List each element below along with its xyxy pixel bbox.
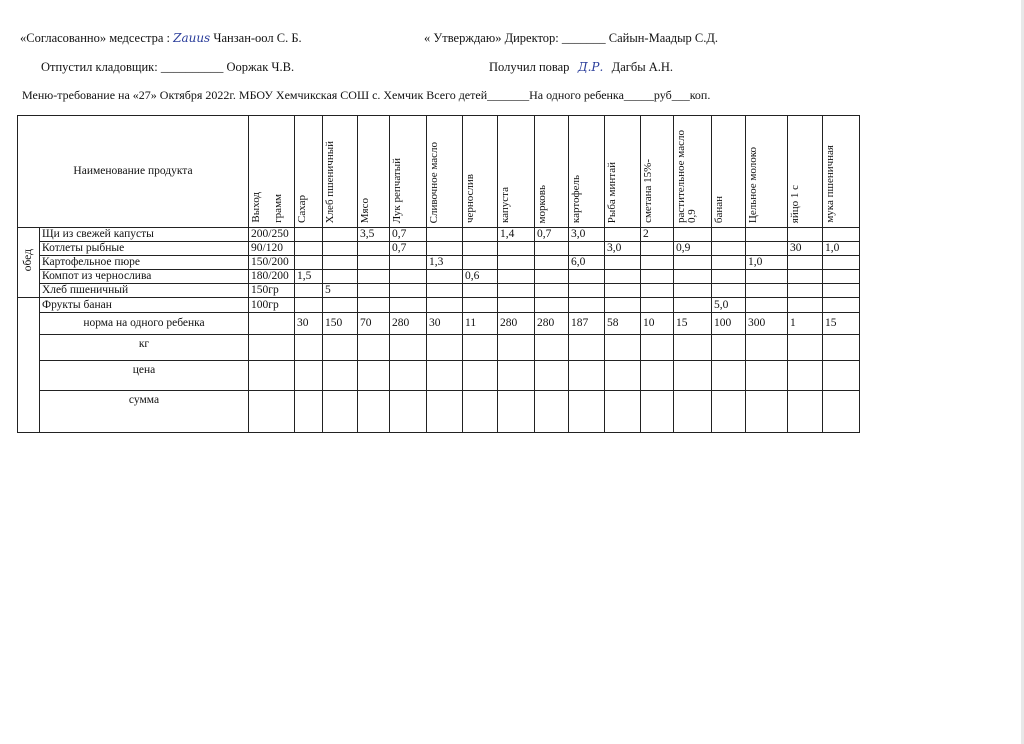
footer-cell bbox=[295, 361, 323, 391]
footer-cell bbox=[463, 335, 498, 361]
footer-cell bbox=[788, 335, 823, 361]
quantity-cell bbox=[788, 256, 823, 270]
footer-cell bbox=[674, 391, 712, 433]
col-header-0: Сахар bbox=[295, 116, 323, 228]
table-row bbox=[18, 256, 860, 270]
norm-cell: 15 bbox=[823, 313, 860, 335]
norm-cell: 70 bbox=[358, 313, 390, 335]
quantity-cell bbox=[295, 242, 323, 256]
menu-title: Меню-требование на «27» Октября 2022г. МБОУ Хемчикская СОШ с. Хемчик Всего детей_______На одного ребенка_____руб___коп. bbox=[22, 88, 711, 102]
quantity-cell bbox=[605, 256, 641, 270]
quantity-cell bbox=[746, 298, 788, 313]
quantity-cell bbox=[823, 284, 860, 298]
quantity-cell bbox=[569, 298, 605, 313]
col-header-8: картофель bbox=[569, 116, 605, 228]
quantity-cell bbox=[746, 242, 788, 256]
nurse-name: Чанзан-оол С. Б. bbox=[213, 31, 302, 45]
footer-label: кг bbox=[40, 335, 249, 361]
norm-cell: 58 bbox=[605, 313, 641, 335]
output-header bbox=[249, 116, 295, 228]
footer-cell bbox=[323, 361, 358, 391]
quantity-cell bbox=[427, 242, 463, 256]
quantity-cell bbox=[569, 270, 605, 284]
footer-cell bbox=[641, 335, 674, 361]
quantity-cell: 0,9 bbox=[674, 242, 712, 256]
footer-cell bbox=[788, 361, 823, 391]
quantity-cell bbox=[823, 298, 860, 313]
footer-label: цена bbox=[40, 361, 249, 391]
quantity-cell bbox=[746, 270, 788, 284]
footer-cell bbox=[712, 361, 746, 391]
director-signature-blank: _______ bbox=[561, 31, 606, 45]
output-header-unit: грамм bbox=[271, 194, 284, 223]
footer-cell bbox=[463, 361, 498, 391]
norm-cell: 10 bbox=[641, 313, 674, 335]
col-header-12: банан bbox=[712, 116, 746, 228]
quantity-cell bbox=[535, 270, 569, 284]
quantity-cell bbox=[295, 284, 323, 298]
dish-name: Котлеты рыбные bbox=[40, 242, 249, 256]
quantity-cell: 1,5 bbox=[295, 270, 323, 284]
quantity-cell bbox=[295, 256, 323, 270]
quantity-cell bbox=[323, 256, 358, 270]
col-header-2: Мясо bbox=[358, 116, 390, 228]
footer-cell bbox=[295, 391, 323, 433]
dish-portion: 100гр bbox=[249, 298, 295, 313]
norm-cell: 30 bbox=[295, 313, 323, 335]
dish-name: Фрукты банан bbox=[40, 298, 249, 313]
footer-cell bbox=[712, 335, 746, 361]
quantity-cell bbox=[788, 228, 823, 242]
norm-label: норма на одного ребенка bbox=[40, 313, 249, 335]
footer-cell bbox=[641, 391, 674, 433]
norm-cell: 1 bbox=[788, 313, 823, 335]
footer-row bbox=[18, 391, 860, 433]
footer-cell bbox=[746, 391, 788, 433]
footer-cell bbox=[463, 391, 498, 433]
footer-cell bbox=[788, 391, 823, 433]
footer-cell bbox=[823, 361, 860, 391]
quantity-cell bbox=[295, 228, 323, 242]
quantity-cell: 0,7 bbox=[535, 228, 569, 242]
quantity-cell bbox=[823, 270, 860, 284]
approve-line bbox=[424, 31, 718, 46]
quantity-cell: 1,4 bbox=[498, 228, 535, 242]
quantity-cell bbox=[641, 242, 674, 256]
quantity-cell bbox=[390, 256, 427, 270]
col-header-4: Сливочное масло bbox=[427, 116, 463, 228]
norm-cell: 280 bbox=[535, 313, 569, 335]
col-header-11: растительное масло 0,9 bbox=[674, 116, 712, 228]
col-header-10: сметана 15%- bbox=[641, 116, 674, 228]
quantity-cell bbox=[498, 284, 535, 298]
quantity-cell: 2 bbox=[641, 228, 674, 242]
footer-cell bbox=[427, 335, 463, 361]
dish-name: Картофельное пюре bbox=[40, 256, 249, 270]
footer-cell bbox=[569, 391, 605, 433]
footer-cell bbox=[535, 335, 569, 361]
quantity-cell bbox=[788, 298, 823, 313]
footer-cell bbox=[323, 335, 358, 361]
quantity-cell: 0,7 bbox=[390, 228, 427, 242]
footer-cell bbox=[358, 361, 390, 391]
output-header-label: Выход bbox=[250, 192, 262, 223]
col-header-3: Лук репчатый bbox=[390, 116, 427, 228]
col-header-14: яйцо 1 с bbox=[788, 116, 823, 228]
quantity-cell bbox=[323, 228, 358, 242]
footer-cell bbox=[390, 361, 427, 391]
approved-label: «Согласованно» медсестра : bbox=[20, 31, 170, 45]
quantity-cell bbox=[498, 270, 535, 284]
footer-cell bbox=[712, 391, 746, 433]
footer-cell bbox=[674, 335, 712, 361]
dish-portion: 150/200 bbox=[249, 256, 295, 270]
quantity-cell bbox=[463, 242, 498, 256]
table-body bbox=[18, 228, 860, 433]
lunch-group-label: обед bbox=[18, 228, 40, 298]
quantity-cell bbox=[358, 242, 390, 256]
approved-line bbox=[20, 31, 302, 46]
quantity-cell bbox=[535, 298, 569, 313]
quantity-cell bbox=[535, 242, 569, 256]
norm-cell: 300 bbox=[746, 313, 788, 335]
quantity-cell bbox=[358, 270, 390, 284]
norm-cell: 187 bbox=[569, 313, 605, 335]
quantity-cell bbox=[323, 270, 358, 284]
footer-cell bbox=[605, 335, 641, 361]
quantity-cell bbox=[641, 256, 674, 270]
quantity-cell bbox=[463, 228, 498, 242]
col-header-7: морковь bbox=[535, 116, 569, 228]
quantity-cell bbox=[498, 256, 535, 270]
footer-cell bbox=[498, 335, 535, 361]
quantity-cell bbox=[641, 298, 674, 313]
footer-cell bbox=[358, 335, 390, 361]
director-name: Сайын-Маадыр С.Д. bbox=[608, 31, 719, 45]
quantity-cell bbox=[358, 284, 390, 298]
nurse-signature: Zauus bbox=[173, 31, 211, 45]
quantity-cell bbox=[788, 284, 823, 298]
cook-signature: Д.Р. bbox=[577, 60, 604, 74]
footer-cell bbox=[569, 335, 605, 361]
quantity-cell: 0,7 bbox=[390, 242, 427, 256]
menu-requirement-table bbox=[17, 115, 860, 433]
norm-cell: 280 bbox=[390, 313, 427, 335]
footer-cell bbox=[498, 391, 535, 433]
footer-cell bbox=[535, 391, 569, 433]
table-row bbox=[18, 228, 860, 242]
footer-cell bbox=[535, 361, 569, 391]
quantity-cell bbox=[427, 298, 463, 313]
footer-cell bbox=[605, 391, 641, 433]
quantity-cell bbox=[535, 256, 569, 270]
released-line bbox=[41, 60, 294, 75]
quantity-cell bbox=[788, 270, 823, 284]
dish-portion: 90/120 bbox=[249, 242, 295, 256]
norm-cell: 150 bbox=[323, 313, 358, 335]
quantity-cell bbox=[712, 242, 746, 256]
quantity-cell bbox=[674, 256, 712, 270]
norm-cell: 11 bbox=[463, 313, 498, 335]
quantity-cell: 3,0 bbox=[569, 228, 605, 242]
product-name-header: Наименование продукта bbox=[18, 116, 249, 228]
quantity-cell bbox=[823, 228, 860, 242]
quantity-cell bbox=[712, 256, 746, 270]
dish-name: Щи из свежей капусты bbox=[40, 228, 249, 242]
quantity-cell bbox=[605, 284, 641, 298]
norm-cell: 280 bbox=[498, 313, 535, 335]
quantity-cell bbox=[390, 270, 427, 284]
quantity-cell bbox=[674, 228, 712, 242]
quantity-cell bbox=[746, 228, 788, 242]
quantity-cell bbox=[498, 242, 535, 256]
quantity-cell bbox=[463, 284, 498, 298]
quantity-cell bbox=[674, 270, 712, 284]
footer-cell bbox=[358, 391, 390, 433]
table-row bbox=[18, 270, 860, 284]
col-header-5: чернослив bbox=[463, 116, 498, 228]
col-header-1: Хлеб пшеничный bbox=[323, 116, 358, 228]
norm-row bbox=[18, 313, 860, 335]
quantity-cell bbox=[390, 284, 427, 298]
released-label: Отпустил кладовщик: __________ bbox=[41, 60, 224, 74]
footer-portion-cell bbox=[249, 361, 295, 391]
col-header-15: мука пшеничная bbox=[823, 116, 860, 228]
quantity-cell bbox=[712, 270, 746, 284]
quantity-cell: 1,0 bbox=[746, 256, 788, 270]
quantity-cell: 3,5 bbox=[358, 228, 390, 242]
quantity-cell bbox=[358, 298, 390, 313]
footer-cell bbox=[323, 391, 358, 433]
quantity-cell bbox=[674, 298, 712, 313]
approve-label: « Утверждаю» Директор: bbox=[424, 31, 559, 45]
footer-portion-cell bbox=[249, 391, 295, 433]
quantity-cell: 5 bbox=[323, 284, 358, 298]
quantity-cell: 5,0 bbox=[712, 298, 746, 313]
received-label: Получил повар bbox=[489, 60, 570, 74]
norm-portion-cell bbox=[249, 313, 295, 335]
quantity-cell bbox=[463, 256, 498, 270]
dish-portion: 150гр bbox=[249, 284, 295, 298]
col-header-13: Цельное молоко bbox=[746, 116, 788, 228]
storekeeper-name: Ооржак Ч.В. bbox=[226, 60, 295, 74]
dish-portion: 180/200 bbox=[249, 270, 295, 284]
quantity-cell: 30 bbox=[788, 242, 823, 256]
footer-cell bbox=[641, 361, 674, 391]
quantity-cell: 3,0 bbox=[605, 242, 641, 256]
quantity-cell bbox=[569, 284, 605, 298]
dish-name: Компот из чернослива bbox=[40, 270, 249, 284]
quantity-cell bbox=[323, 242, 358, 256]
footer-cell bbox=[295, 335, 323, 361]
quantity-cell: 1,0 bbox=[823, 242, 860, 256]
footer-cell bbox=[823, 391, 860, 433]
footer-cell bbox=[746, 335, 788, 361]
norm-cell: 100 bbox=[712, 313, 746, 335]
footer-portion-cell bbox=[249, 335, 295, 361]
col-header-6: капуста bbox=[498, 116, 535, 228]
footer-cell bbox=[390, 391, 427, 433]
quantity-cell bbox=[427, 270, 463, 284]
quantity-cell bbox=[712, 284, 746, 298]
quantity-cell bbox=[712, 228, 746, 242]
footer-cell bbox=[390, 335, 427, 361]
quantity-cell bbox=[746, 284, 788, 298]
footer-cell bbox=[605, 361, 641, 391]
dish-portion: 200/250 bbox=[249, 228, 295, 242]
quantity-cell bbox=[427, 228, 463, 242]
quantity-cell bbox=[674, 284, 712, 298]
quantity-cell bbox=[463, 298, 498, 313]
footer-row bbox=[18, 361, 860, 391]
footer-row bbox=[18, 335, 860, 361]
footer-cell bbox=[427, 361, 463, 391]
quantity-cell: 6,0 bbox=[569, 256, 605, 270]
quantity-cell bbox=[390, 298, 427, 313]
group-spacer bbox=[18, 298, 40, 433]
footer-cell bbox=[746, 361, 788, 391]
footer-cell bbox=[674, 361, 712, 391]
table-row bbox=[18, 242, 860, 256]
quantity-cell bbox=[295, 298, 323, 313]
quantity-cell: 1,3 bbox=[427, 256, 463, 270]
footer-cell bbox=[569, 361, 605, 391]
table-row bbox=[18, 298, 860, 313]
quantity-cell bbox=[641, 270, 674, 284]
quantity-cell bbox=[605, 228, 641, 242]
norm-cell: 15 bbox=[674, 313, 712, 335]
quantity-cell bbox=[323, 298, 358, 313]
norm-cell: 30 bbox=[427, 313, 463, 335]
footer-label: сумма bbox=[40, 391, 249, 433]
col-header-9: Рыба минтай bbox=[605, 116, 641, 228]
dish-name: Хлеб пшеничный bbox=[40, 284, 249, 298]
quantity-cell bbox=[823, 256, 860, 270]
quantity-cell bbox=[498, 298, 535, 313]
quantity-cell bbox=[605, 298, 641, 313]
footer-cell bbox=[427, 391, 463, 433]
quantity-cell bbox=[535, 284, 569, 298]
footer-cell bbox=[823, 335, 860, 361]
cook-name: Дагбы А.Н. bbox=[611, 60, 674, 74]
quantity-cell: 0,6 bbox=[463, 270, 498, 284]
table-row bbox=[18, 284, 860, 298]
footer-cell bbox=[498, 361, 535, 391]
quantity-cell bbox=[569, 242, 605, 256]
quantity-cell bbox=[641, 284, 674, 298]
quantity-cell bbox=[427, 284, 463, 298]
quantity-cell bbox=[605, 270, 641, 284]
quantity-cell bbox=[358, 256, 390, 270]
received-line bbox=[489, 60, 673, 75]
